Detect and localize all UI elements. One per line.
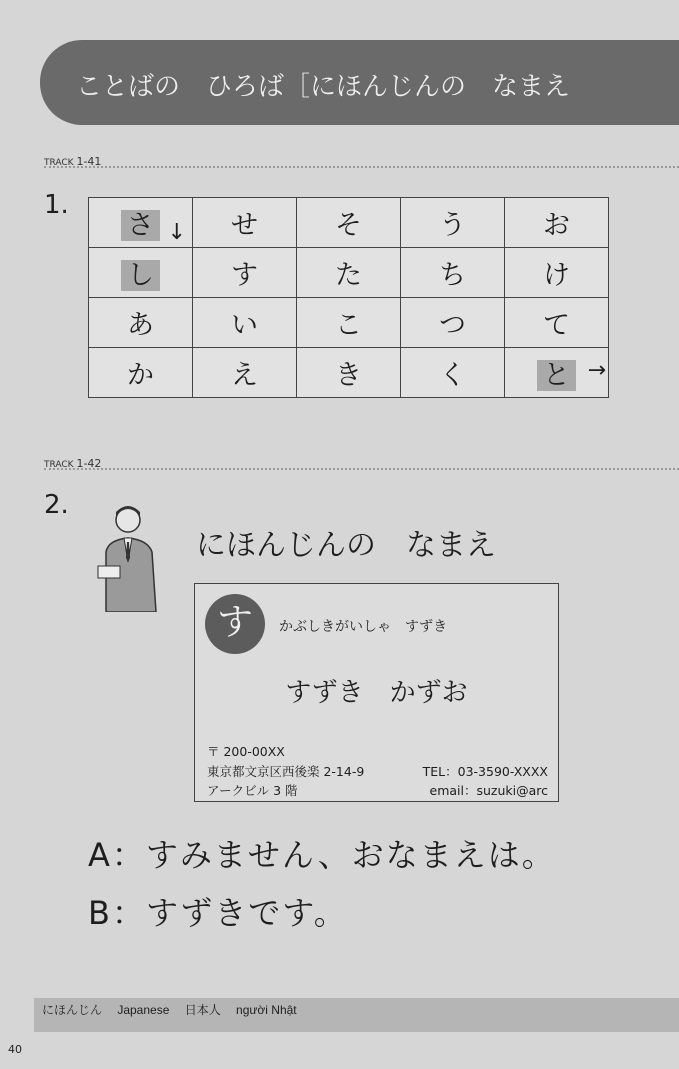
address-line-1: 東京都文京区西後楽 2-14-9 — [207, 764, 365, 779]
kana-grid — [88, 197, 609, 398]
kana: た — [335, 260, 362, 291]
track-number: 1-42 — [76, 457, 102, 470]
grid-cell — [89, 248, 193, 298]
grid-cell — [193, 298, 297, 348]
grid-cell — [505, 298, 609, 348]
kana: す — [231, 260, 258, 291]
divider — [44, 468, 679, 470]
postal-code: 〒 200-00XX — [207, 744, 285, 759]
grid-cell — [89, 348, 193, 398]
grid-cell — [401, 198, 505, 248]
kana: う — [439, 210, 466, 241]
kana: つ — [439, 310, 466, 341]
kana: お — [543, 210, 570, 241]
grid-cell — [89, 298, 193, 348]
grid-cell — [193, 248, 297, 298]
grid-row — [89, 198, 609, 248]
grid-cell — [89, 198, 193, 248]
dialogue-line-a: A：すみません、おなまえは。 — [88, 836, 556, 874]
kana: さ — [121, 210, 160, 241]
company-logo: す — [205, 594, 265, 654]
grid-cell — [401, 298, 505, 348]
vocabulary-bar — [34, 998, 679, 1032]
kana: せ — [231, 210, 258, 241]
kana: く — [439, 360, 466, 391]
email: email：suzuki@arc — [429, 783, 548, 798]
grid-cell — [505, 248, 609, 298]
grid-cell — [297, 348, 401, 398]
page-title: ことばの ひろば［にほんじんの なまえ — [76, 72, 571, 102]
grid-cell — [505, 348, 609, 398]
dialogue-line-b: B：すずきです。 — [88, 894, 348, 932]
arrow-right-icon: → — [587, 358, 606, 383]
telephone: TEL：03-3590-XXXX — [422, 764, 548, 779]
kana: え — [231, 360, 258, 391]
track-number: 1-41 — [76, 155, 102, 168]
grid-cell — [297, 248, 401, 298]
kana: ち — [439, 260, 466, 291]
kana: て — [543, 310, 570, 341]
kana: か — [127, 360, 154, 391]
grid-cell — [193, 198, 297, 248]
section-heading: にほんじんの なまえ — [196, 528, 496, 563]
grid-cell — [401, 248, 505, 298]
company-name: かぶしきがいしゃ すずき — [279, 619, 448, 635]
grid-row — [89, 298, 609, 348]
business-card — [194, 583, 559, 802]
grid-cell — [193, 348, 297, 398]
grid-cell — [297, 198, 401, 248]
grid-row — [89, 248, 609, 298]
kana: し — [121, 260, 160, 291]
track-text: TRACK — [44, 158, 74, 168]
kana: き — [335, 360, 362, 391]
title-banner — [40, 40, 679, 125]
grid-cell — [401, 348, 505, 398]
divider — [44, 166, 679, 168]
arrow-down-icon: ↓ — [167, 220, 186, 245]
exercise-number: 1. — [44, 190, 69, 220]
kana: と — [537, 360, 576, 391]
grid-cell — [505, 198, 609, 248]
kana: け — [543, 260, 570, 291]
grid-row — [89, 348, 609, 398]
grid-cell — [297, 298, 401, 348]
track-text: TRACK — [44, 460, 74, 470]
kana: こ — [335, 310, 362, 341]
kana: い — [231, 310, 258, 341]
person-name: すずき かずお — [285, 678, 468, 708]
vocabulary-text: にほんじん Japanese 日本人 người Nhật — [42, 1003, 297, 1017]
kana: そ — [335, 210, 362, 241]
page-number: 40 — [8, 1043, 22, 1056]
businessman-illustration — [96, 502, 160, 612]
exercise-number: 2. — [44, 490, 69, 520]
address-line-2: アークビル 3 階 — [207, 783, 298, 798]
kana: あ — [127, 310, 154, 341]
